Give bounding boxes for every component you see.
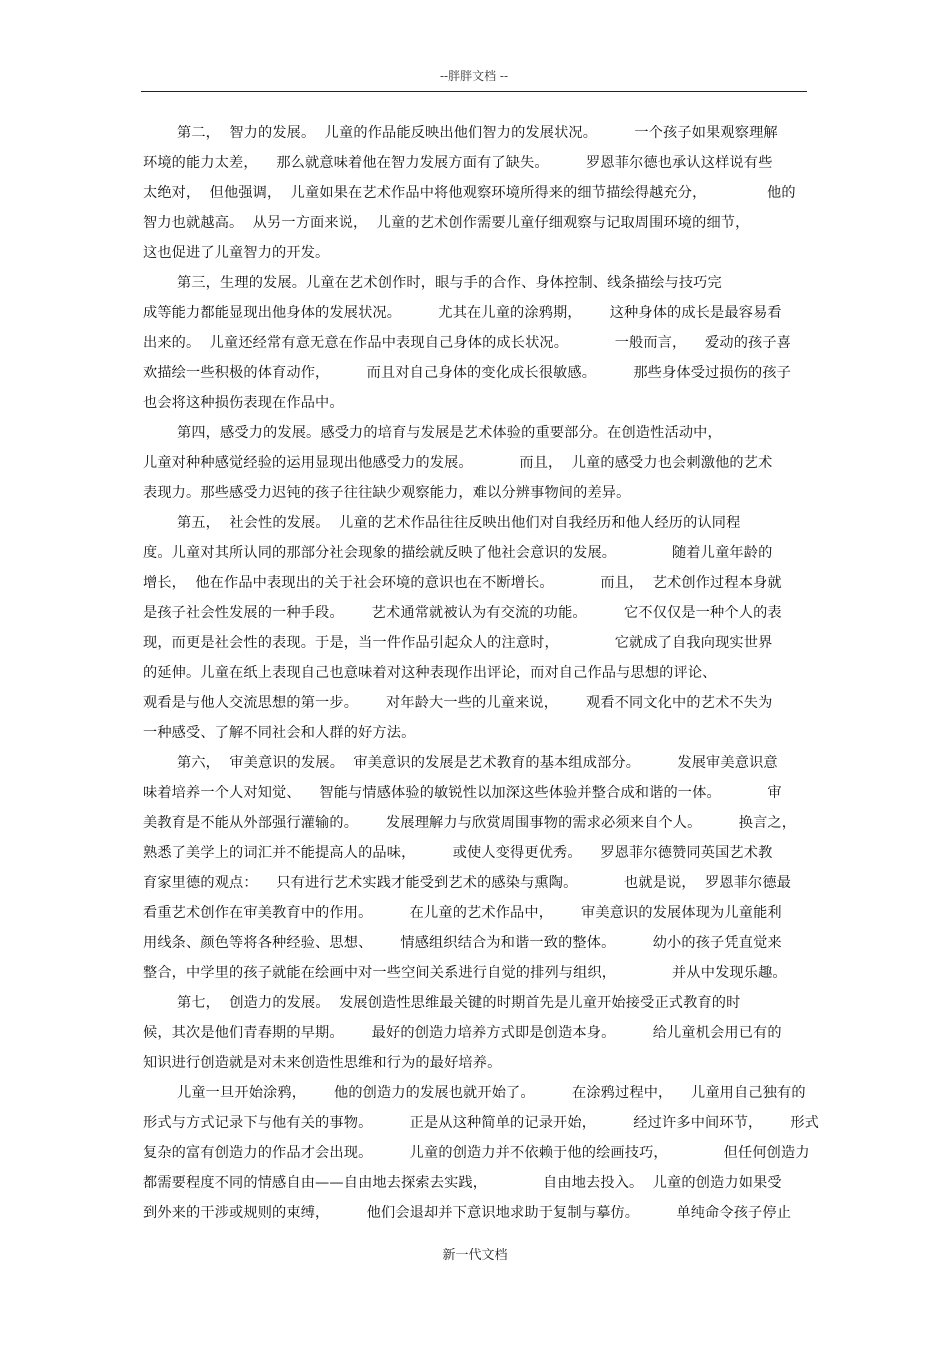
text-line: 味着培养一个人对知觉、 智能与情感体验的敏锐性以加深这些体验并整合成和谐的一体。 审	[143, 785, 782, 801]
text-line: 度。儿童对其所认同的那部分社会现象的描绘就反映了他社会意识的发展。 随着儿童年龄的	[143, 545, 773, 561]
text-line: 这也促进了儿童智力的开发。	[143, 245, 330, 261]
text-line: 环境的能力太差， 那么就意味着他在智力发展方面有了缺失。 罗恩菲尔德也承认这样说有些	[143, 155, 773, 171]
text-line: 也会将这种损伤表现在作品中。	[143, 395, 344, 411]
text-line: 第三，生理的发展。儿童在艺术创作时，眼与手的合作、身体控制、线条描绘与技巧完	[177, 275, 722, 291]
text-line: 形式与方式记录下与他有关的事物。 正是从这种简单的记录开始， 经过许多中间环节， 形式	[143, 1115, 820, 1131]
page-footer: 新一代文档	[442, 1248, 508, 1263]
text-line: 观看是与他人交流思想的第一步。 对年龄大一些的儿童来说， 观看不同文化中的艺术不失为	[143, 695, 773, 711]
text-line: 育家里德的观点： 只有进行艺术实践才能受到艺术的感染与熏陶。 也就是说， 罗恩菲尔德最	[143, 875, 792, 891]
text-line: 表现力。那些感受力迟钝的孩子往往缺少观察能力，难以分辨事物间的差异。	[143, 485, 631, 501]
text-line: 太绝对， 但他强调， 儿童如果在艺术作品中将他观察环境所得来的细节描绘得越充分， 他的	[143, 185, 796, 201]
text-line: 美教育是不能从外部强行灌输的。 发展理解力与欣赏周围事物的需求必须来自个人。 换言之，	[143, 815, 797, 831]
text-line: 智力也就越高。 从另一方面来说， 儿童的艺术创作需要儿童仔细观察与记取周围环境的细节，	[143, 215, 750, 231]
text-line: 知识进行创造就是对未来创造性思维和行为的最好培养。	[143, 1055, 502, 1071]
text-line: 第五， 社会性的发展。 儿童的艺术作品往往反映出他们对自我经历和他人经历的认同程	[177, 515, 741, 531]
text-line: 一种感受、了解不同社会和人群的好方法。	[143, 725, 416, 741]
text-line: 候，其次是他们青春期的早期。 最好的创造力培养方式即是创造本身。 给儿童机会用已有的	[143, 1025, 782, 1041]
header-divider	[141, 91, 807, 92]
text-line: 用线条、颜色等将各种经验、思想、 情感组织结合为和谐一致的整体。 幼小的孩子凭直觉来	[143, 935, 782, 951]
text-line: 复杂的富有创造力的作品才会出现。 儿童的创造力并不依赖于他的绘画技巧， 但任何创造力	[143, 1145, 810, 1161]
text-line: 增长， 他在作品中表现出的关于社会环境的意识也在不断增长。 而且， 艺术创作过程本身就	[143, 575, 782, 591]
text-line: 现，而更是社会性的表现。于是，当一件作品引起众人的注意时， 它就成了自我向现实世界	[143, 635, 773, 651]
text-line: 第六， 审美意识的发展。 审美意识的发展是艺术教育的基本组成部分。 发展审美意识意	[177, 755, 778, 771]
text-line: 儿童一旦开始涂鸦， 他的创造力的发展也就开始了。 在涂鸦过程中， 儿童用自己独有的	[177, 1085, 806, 1101]
text-line: 看重艺术创作在审美教育中的作用。 在儿童的艺术作品中， 审美意识的发展体现为儿童能利	[143, 905, 782, 921]
text-line: 第二， 智力的发展。 儿童的作品能反映出他们智力的发展状况。 一个孩子如果观察理解	[177, 125, 778, 141]
document-body	[143, 118, 820, 1228]
text-line: 是孩子社会性发展的一种手段。 艺术通常就被认为有交流的功能。 它不仅仅是一种个人的表	[143, 605, 782, 621]
text-line: 成等能力都能显现出他身体的发展状况。 尤其在儿童的涂鸦期， 这种身体的成长是最容易看	[143, 305, 782, 321]
text-line: 到外来的干涉或规则的束缚， 他们会退却并下意识地求助于复制与摹仿。 单纯命令孩子停止	[143, 1205, 792, 1221]
text-line: 出来的。 儿童还经常有意无意在作品中表现自己身体的成长状况。 一般而言， 爱动的孩子喜	[143, 335, 792, 351]
text-line: 的延伸。儿童在纸上表现自己也意味着对这种表现作出评论，而对自己作品与思想的评论、	[143, 665, 717, 681]
text-line: 整合，中学里的孩子就能在绘画中对一些空间关系进行自觉的排列与组织， 并从中发现乐趣。	[143, 965, 787, 981]
text-line: 儿童对种种感觉经验的运用显现出他感受力的发展。 而且， 儿童的感受力也会刺激他的艺术	[143, 455, 773, 471]
text-line: 都需要程度不同的情感自由——自由地去探索去实践， 自由地去投入。 儿童的创造力如果受	[143, 1175, 782, 1191]
text-line: 第四，感受力的发展。感受力的培育与发展是艺术体验的重要部分。在创造性活动中，	[177, 425, 722, 441]
page-header: --胖胖文档 --	[439, 69, 509, 83]
text-line: 熟悉了美学上的词汇并不能提高人的品味， 或使人变得更优秀。 罗恩菲尔德赞同英国艺术教	[143, 845, 773, 861]
text-line: 欢描绘一些积极的体育动作， 而且对自己身体的变化成长很敏感。 那些身体受过损伤的孩子	[143, 365, 792, 381]
text-line: 第七， 创造力的发展。 发展创造性思维最关键的时期首先是儿童开始接受正式教育的时	[177, 995, 741, 1011]
